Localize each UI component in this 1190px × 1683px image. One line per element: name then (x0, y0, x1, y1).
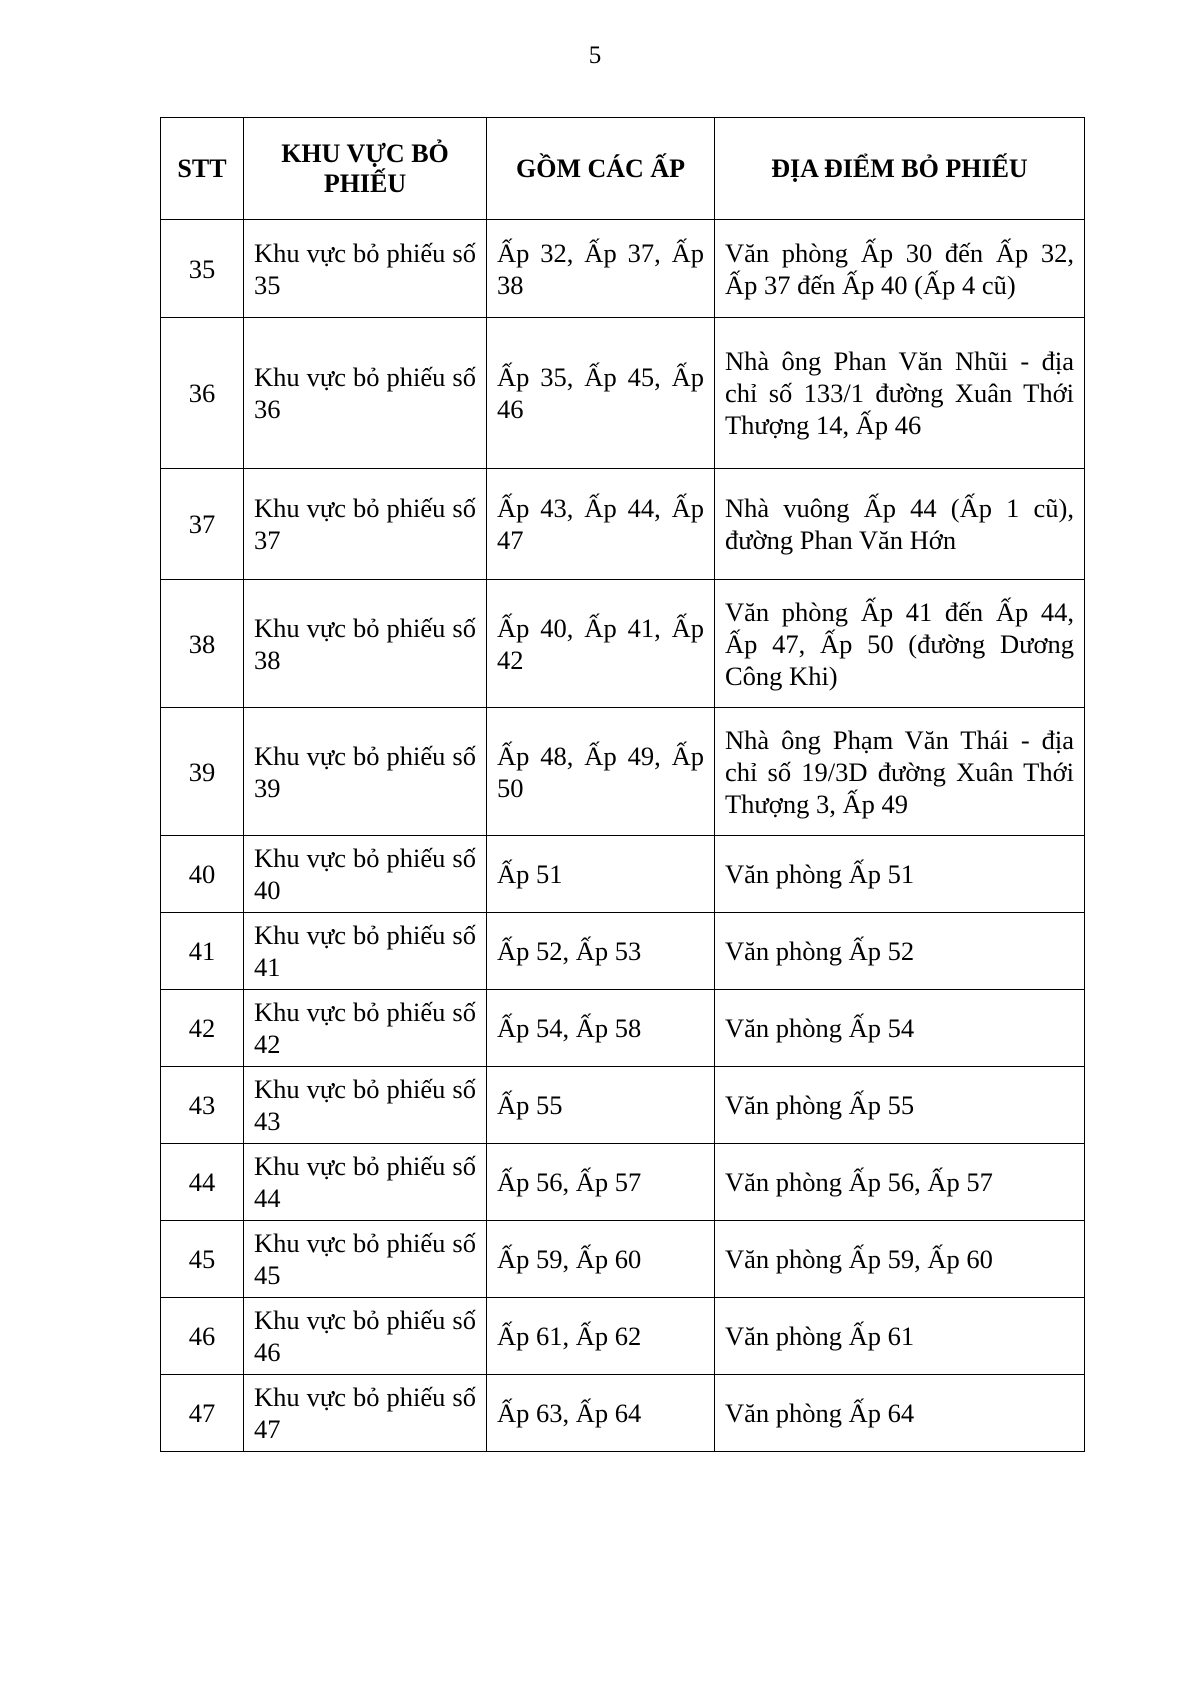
cell-location: Văn phòng Ấp 30 đến Ấp 32, Ấp 37 đến Ấp 40 (Ấp 4 cũ) (715, 220, 1085, 318)
cell-stt: 37 (161, 469, 244, 580)
header-area: KHU VỰC BỎ PHIẾU (244, 118, 487, 220)
table-row (161, 836, 1085, 913)
table-row (161, 580, 1085, 708)
cell-area: Khu vực bỏ phiếu số 45 (244, 1221, 487, 1298)
table-row (161, 220, 1085, 318)
cell-stt: 40 (161, 836, 244, 913)
cell-hamlets: Ấp 61, Ấp 62 (487, 1298, 715, 1375)
table-row (161, 318, 1085, 469)
page-number: 5 (588, 42, 602, 69)
table-row (161, 1221, 1085, 1298)
cell-area: Khu vực bỏ phiếu số 41 (244, 913, 487, 990)
cell-location: Văn phòng Ấp 55 (715, 1067, 1085, 1144)
cell-location: Văn phòng Ấp 51 (715, 836, 1085, 913)
cell-area: Khu vực bỏ phiếu số 35 (244, 220, 487, 318)
cell-hamlets: Ấp 35, Ấp 45, Ấp 46 (487, 318, 715, 469)
cell-location: Văn phòng Ấp 59, Ấp 60 (715, 1221, 1085, 1298)
ballot-area-table (160, 117, 1085, 1452)
cell-stt: 44 (161, 1144, 244, 1221)
header-location: ĐỊA ĐIỂM BỎ PHIẾU (715, 118, 1085, 220)
cell-area: Khu vực bỏ phiếu số 44 (244, 1144, 487, 1221)
cell-stt: 46 (161, 1298, 244, 1375)
cell-area: Khu vực bỏ phiếu số 38 (244, 580, 487, 708)
table-row (161, 469, 1085, 580)
table-row (161, 1067, 1085, 1144)
cell-hamlets: Ấp 59, Ấp 60 (487, 1221, 715, 1298)
cell-area: Khu vực bỏ phiếu số 37 (244, 469, 487, 580)
cell-area: Khu vực bỏ phiếu số 40 (244, 836, 487, 913)
cell-stt: 39 (161, 708, 244, 836)
cell-area: Khu vực bỏ phiếu số 39 (244, 708, 487, 836)
cell-hamlets: Ấp 40, Ấp 41, Ấp 42 (487, 580, 715, 708)
cell-location: Văn phòng Ấp 52 (715, 913, 1085, 990)
cell-hamlets: Ấp 43, Ấp 44, Ấp 47 (487, 469, 715, 580)
cell-stt: 45 (161, 1221, 244, 1298)
cell-hamlets: Ấp 48, Ấp 49, Ấp 50 (487, 708, 715, 836)
cell-hamlets: Ấp 51 (487, 836, 715, 913)
cell-stt: 38 (161, 580, 244, 708)
table-row (161, 1375, 1085, 1452)
table-row (161, 1298, 1085, 1375)
table-row (161, 913, 1085, 990)
table-row (161, 990, 1085, 1067)
cell-location: Văn phòng Ấp 41 đến Ấp 44, Ấp 47, Ấp 50 (đường Dương Công Khi) (715, 580, 1085, 708)
cell-hamlets: Ấp 63, Ấp 64 (487, 1375, 715, 1452)
cell-hamlets: Ấp 32, Ấp 37, Ấp 38 (487, 220, 715, 318)
cell-stt: 42 (161, 990, 244, 1067)
cell-stt: 41 (161, 913, 244, 990)
cell-area: Khu vực bỏ phiếu số 42 (244, 990, 487, 1067)
cell-location: Nhà ông Phan Văn Nhũi - địa chỉ số 133/1 đường Xuân Thới Thượng 14, Ấp 46 (715, 318, 1085, 469)
table-row (161, 708, 1085, 836)
cell-stt: 36 (161, 318, 244, 469)
cell-hamlets: Ấp 52, Ấp 53 (487, 913, 715, 990)
cell-stt: 43 (161, 1067, 244, 1144)
cell-location: Văn phòng Ấp 64 (715, 1375, 1085, 1452)
cell-area: Khu vực bỏ phiếu số 36 (244, 318, 487, 469)
cell-hamlets: Ấp 55 (487, 1067, 715, 1144)
cell-area: Khu vực bỏ phiếu số 46 (244, 1298, 487, 1375)
table-header-row (161, 118, 1085, 220)
cell-location: Nhà vuông Ấp 44 (Ấp 1 cũ), đường Phan Văn Hớn (715, 469, 1085, 580)
cell-stt: 35 (161, 220, 244, 318)
cell-location: Văn phòng Ấp 56, Ấp 57 (715, 1144, 1085, 1221)
header-hamlets: GỒM CÁC ẤP (487, 118, 715, 220)
cell-location: Nhà ông Phạm Văn Thái - địa chỉ số 19/3D đường Xuân Thới Thượng 3, Ấp 49 (715, 708, 1085, 836)
cell-area: Khu vực bỏ phiếu số 47 (244, 1375, 487, 1452)
cell-stt: 47 (161, 1375, 244, 1452)
cell-location: Văn phòng Ấp 54 (715, 990, 1085, 1067)
cell-area: Khu vực bỏ phiếu số 43 (244, 1067, 487, 1144)
cell-hamlets: Ấp 56, Ấp 57 (487, 1144, 715, 1221)
cell-hamlets: Ấp 54, Ấp 58 (487, 990, 715, 1067)
table-row (161, 1144, 1085, 1221)
cell-location: Văn phòng Ấp 61 (715, 1298, 1085, 1375)
header-stt: STT (161, 118, 244, 220)
